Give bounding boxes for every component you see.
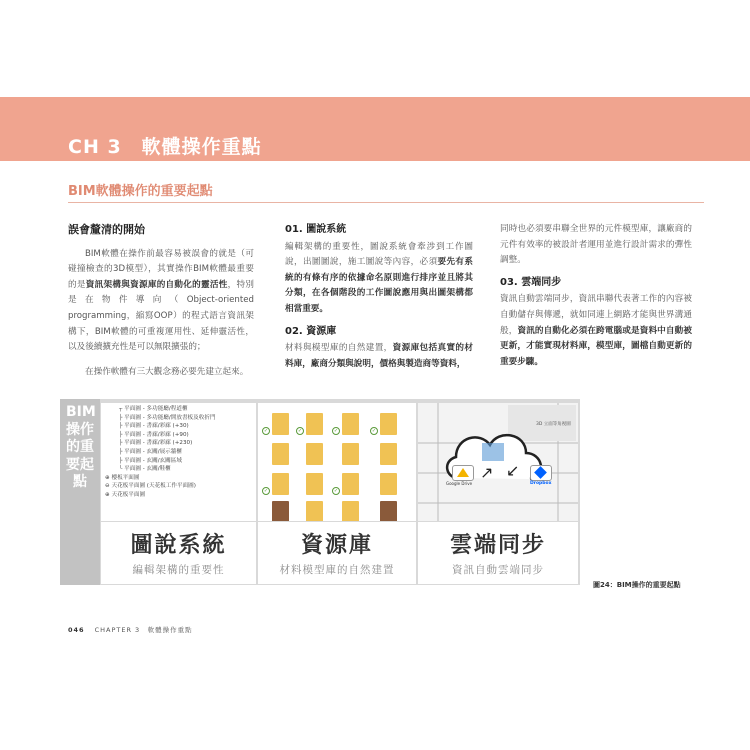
column-1 [68,222,254,380]
col2-p2-bold: 資源庫包括真實的材料庫，廠商分類與說明，價格與製造商等資料， [285,343,473,369]
page-footer [68,625,193,634]
folder-icon [272,413,289,435]
tree-item: └ 平面圖 - 玄關/鞋櫃 [119,466,171,473]
panel-subtitle-drawing-system: 編輯架構的重要性 [132,564,225,576]
cloud-sync-panel [418,403,578,521]
folder-icon [342,473,359,495]
page-number: 046 [68,626,85,634]
col2-heading-1: 01. 圖說系統 [285,224,347,235]
col3-heading-3: 03. 雲端同步 [500,276,562,288]
chapter-title: CH 3 軟體操作重點 [68,136,262,158]
folder-icon [380,501,397,521]
tree-item: ⊖ 天花板平面圖 (天花板工作平面圖) [105,483,196,490]
view-label: 3D 立面等角視圖 [536,422,571,427]
check-icon: ✓ [333,488,339,494]
check-icon: ✓ [263,488,269,494]
col3-p3-bold: 資訊的自動化必須在跨電腦或是資料中自動被更新，才能實現材料庫，模型庫，圖檔自動更新的重要步驟。 [500,325,692,367]
tree-item: ⊕ 樓板平面圖 [105,474,140,481]
figure-side-label: BIM操作的重要起點 [66,404,96,491]
col2-heading-2: 02. 資源庫 [285,325,337,337]
folder-icon [306,501,323,521]
check-icon: ✓ [371,428,377,434]
folder-icon [380,443,397,465]
folder-icon [342,443,359,465]
tree-item: ⊕ 天花板平面圖 [105,491,146,498]
folder-icon [380,473,397,495]
google-drive-label: Google Drive [446,481,473,486]
folder-icon [306,473,323,495]
panel-title-resource-library: 資源庫 [300,533,373,558]
col1-p1-text-a: BIM軟體在操作前最容易被誤會的就是（可碰撞檢查的3D模型），其實操作BIM軟體最重要的是 [68,248,254,290]
col1-paragraph-2: 在操作軟體有三大觀念務必要先建立起來。 [85,366,249,377]
folder-icon [306,443,323,465]
check-icon: ✓ [333,428,339,434]
panel-subtitle-cloud-sync: 資訊自動雲端同步 [452,564,544,576]
col3-paragraph-0: 同時也必須要串聯全世界的元件模型庫，讓廠商的元件有效率的被設計者運用並進行設計需求的彈性調整。 [500,224,692,266]
col1-heading: 誤會釐清的開始 [68,223,145,236]
tree-item: ├ 平面圖 - 多功能廳/開放書板及收折門 [119,414,216,421]
panel-subtitle-resource-library: 材料模型庫的自然建置 [279,564,395,576]
drawing-tree [105,405,216,500]
section-subtitle: BIM軟體操作的重要起點 [68,184,213,199]
col2-p1-text-a: 編輯架構的重要性，圖說系統會牽涉到工作圖說，出圖圖說，施工圖說等內容，必須 [285,241,473,268]
google-drive-icon [452,465,474,481]
col2-p2-text-a: 材料與模型庫的自然建置， [285,343,393,354]
folder-icon [380,413,397,435]
sync-arrow-down-icon: ↙ [506,461,520,480]
resource-folders-panel [258,403,416,521]
folder-icon [272,501,289,521]
folder-icon [272,443,289,465]
panel-title-cloud-sync: 雲端同步 [449,533,546,558]
check-icon: ✓ [297,428,303,434]
tree-item: ├ 平面圖 - 書廊/彩廊 (+30) [119,423,189,430]
col1-p1-bold: 資訊架構與資源庫的自動化的靈活性 [85,279,228,290]
folder-icon [272,473,289,495]
tree-item: ├ 平面圖 - 書廊/彩廊 (+90) [119,431,189,438]
tree-item: ├ 平面圖 - 玄關/展示牆櫃 [119,448,182,455]
sync-arrow-up-icon: ↗ [480,463,494,482]
dropbox-label: Dropbox [530,481,552,486]
figure-caption: 圖24：BIM操作的重要起點 [593,581,681,589]
footer-chapter: CHAPTER 3 軟體操作重點 [94,626,193,634]
folder-icon [342,501,359,521]
tree-item: ├ 平面圖 - 書廊/彩廊 (+230) [119,440,193,447]
col2-p1-bold: 要先有系統的有條有序的依據命名原則進行排序並且將其分類，在各個階段的工作圖說應用與出圖架構都相當重要。 [285,257,473,314]
col2-paragraph-1 [285,240,473,318]
col2-paragraph-2 [285,341,473,372]
tree-item: ├ 平面圖 - 玄關/玄關區域 [119,457,182,464]
folder-icon [306,413,323,435]
column-3 [500,222,692,370]
col3-p3-text-a: 資訊自動雲端同步，資訊串聯代表著工作的內容被自動儲存與傳遞，就如同連上網路才能與世界溝通般， [500,294,692,336]
column-2 [285,222,473,372]
col1-paragraph-1 [68,247,254,356]
col3-paragraph-3 [500,292,692,370]
subtitle-divider [68,202,704,203]
folder-icon [342,413,359,435]
dropbox-icon [530,465,552,481]
col1-p1-text-c: ，特別是在物件導向（Object-oriented programming，縮寫OOP）的程式語言資訊架構下，BIM軟體的可重複運用性、延伸靈活性，以及後續擴充性是可以無限擴張的； [68,279,254,353]
tree-item: ┬ 平面圖 - 多功能廳/程道櫃 [119,406,188,412]
check-icon: ✓ [263,428,269,434]
panel-title-drawing-system: 圖說系統 [130,533,227,558]
